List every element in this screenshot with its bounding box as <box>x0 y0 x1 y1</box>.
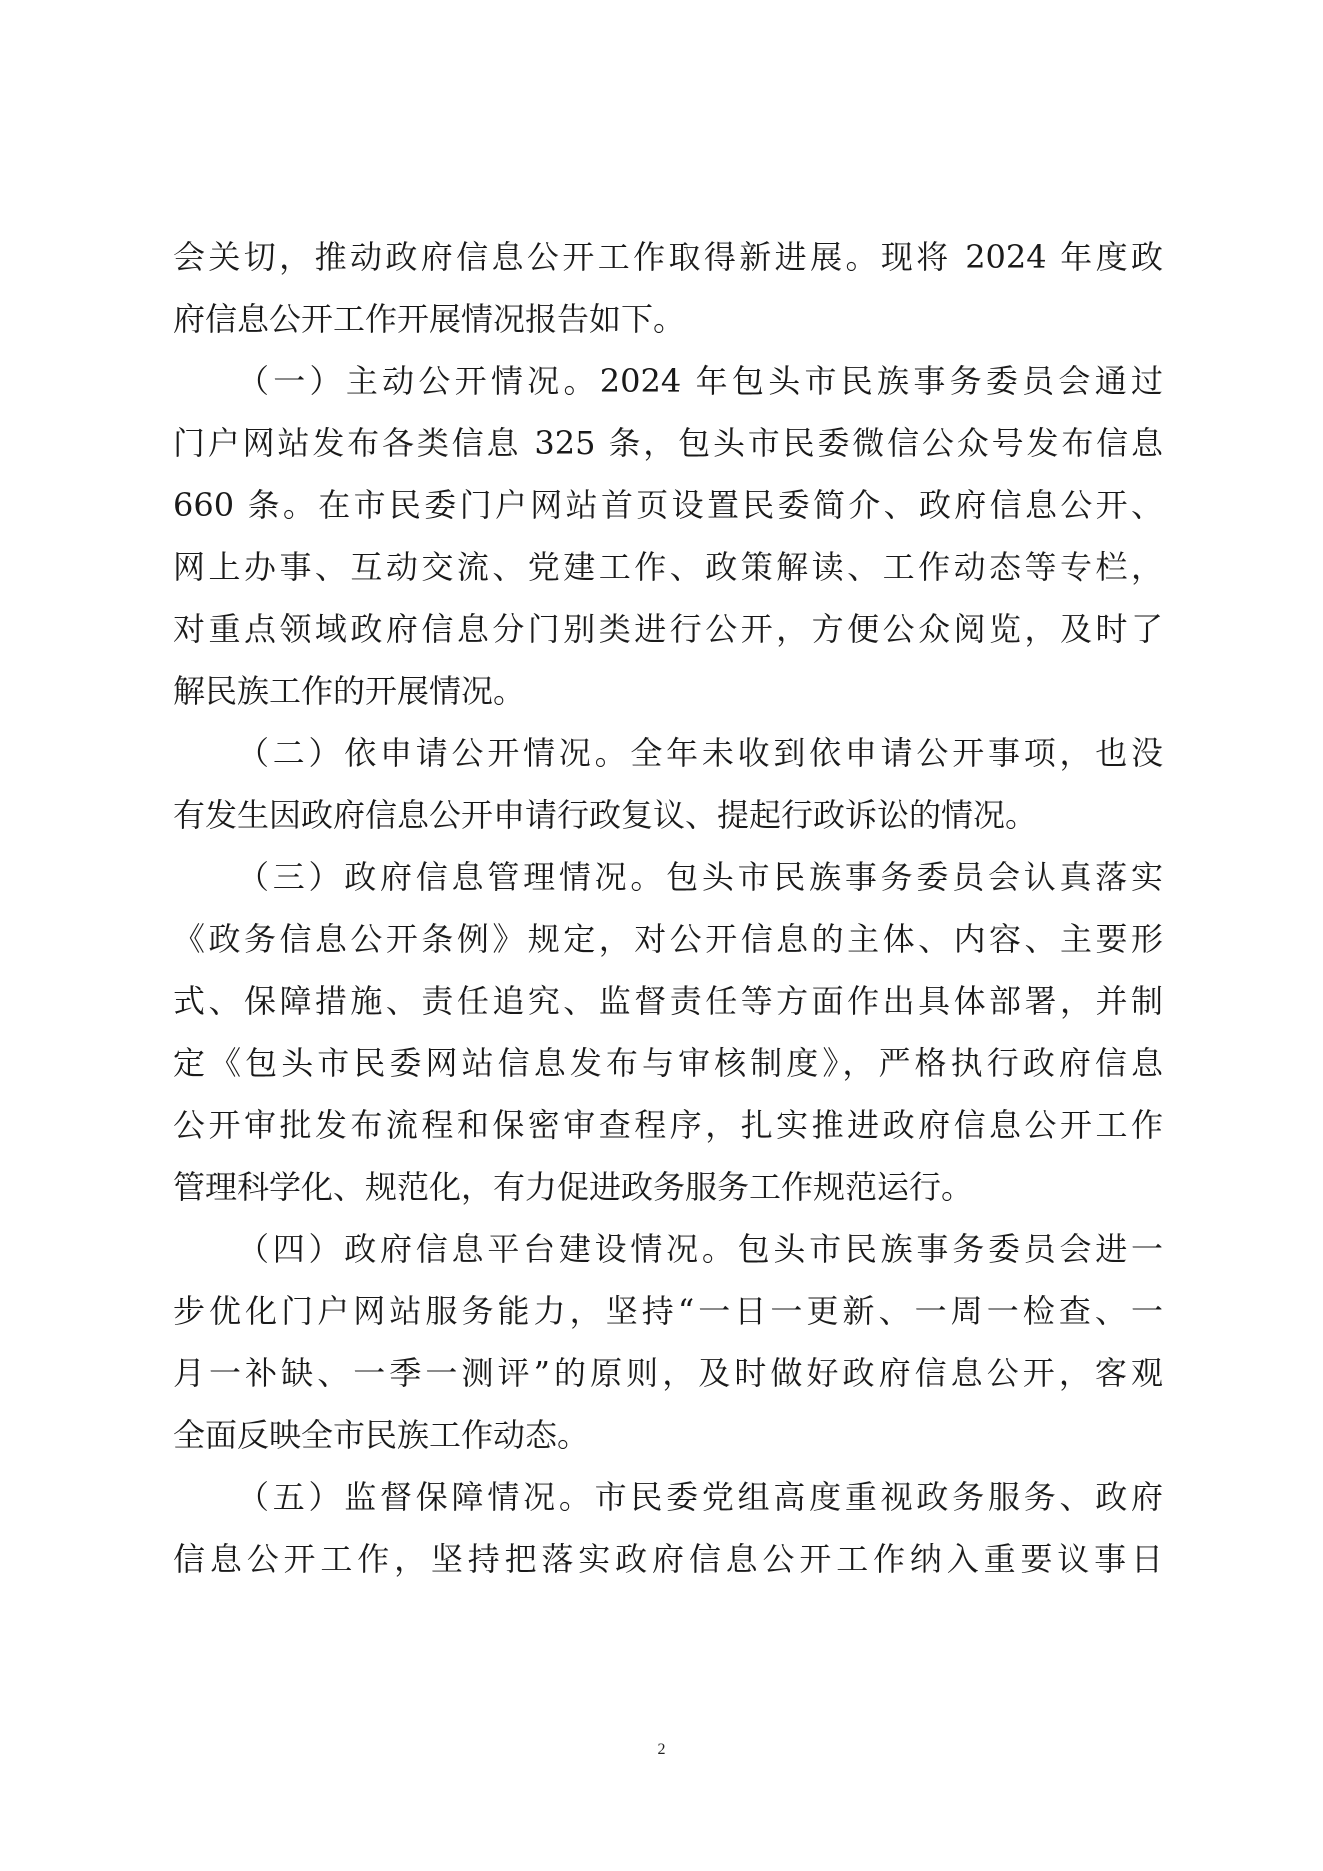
text-line: 式、保障措施、责任追究、监督责任等方面作出具体部署，并制 <box>173 982 1163 1020</box>
text-line: 660 条。在市民委门户网站首页设置民委简介、政府信息公开、 <box>173 486 1163 524</box>
page-number: 2 <box>657 1741 666 1758</box>
text-line: 月一补缺、一季一测评”的原则，及时做好政府信息公开，客观 <box>173 1354 1163 1392</box>
text-line: 全面反映全市民族工作动态。 <box>173 1416 590 1454</box>
text-line: 定《包头市民委网站信息发布与审核制度》，严格执行政府信息 <box>173 1044 1163 1082</box>
body-text <box>173 226 1163 1590</box>
text-line: （三）政府信息管理情况。包头市民族事务委员会认真落实 <box>237 858 1163 896</box>
text-line: 公开审批发布流程和保密审查程序，扎实推进政府信息公开工作 <box>173 1106 1163 1144</box>
text-line: 管理科学化、规范化，有力促进政务服务工作规范运行。 <box>173 1168 974 1206</box>
text-line: 有发生因政府信息公开申请行政复议、提起行政诉讼的情况。 <box>173 796 1038 834</box>
text-line: 信息公开工作，坚持把落实政府信息公开工作纳入重要议事日 <box>173 1540 1163 1578</box>
text-line: 步优化门户网站服务能力，坚持“一日一更新、一周一检查、一 <box>173 1292 1163 1330</box>
text-line: 府信息公开工作开展情况报告如下。 <box>173 300 686 338</box>
text-line: 门户网站发布各类信息 325 条，包头市民委微信公众号发布信息 <box>173 424 1163 462</box>
text-line: （一）主动公开情况。2024 年包头市民族事务委员会通过 <box>237 362 1163 400</box>
text-line: （四）政府信息平台建设情况。包头市民族事务委员会进一 <box>237 1230 1163 1268</box>
text-line: （二）依申请公开情况。全年未收到依申请公开事项，也没 <box>237 734 1163 772</box>
text-line: 对重点领域政府信息分门别类进行公开，方便公众阅览，及时了 <box>173 610 1163 648</box>
text-line: 解民族工作的开展情况。 <box>173 672 526 710</box>
text-line: 会关切，推动政府信息公开工作取得新进展。现将 2024 年度政 <box>173 238 1163 276</box>
text-line: 《政务信息公开条例》规定，对公开信息的主体、内容、主要形 <box>173 920 1163 958</box>
text-line: （五）监督保障情况。市民委党组高度重视政务服务、政府 <box>237 1478 1163 1516</box>
text-line: 网上办事、互动交流、党建工作、政策解读、工作动态等专栏， <box>173 548 1163 586</box>
